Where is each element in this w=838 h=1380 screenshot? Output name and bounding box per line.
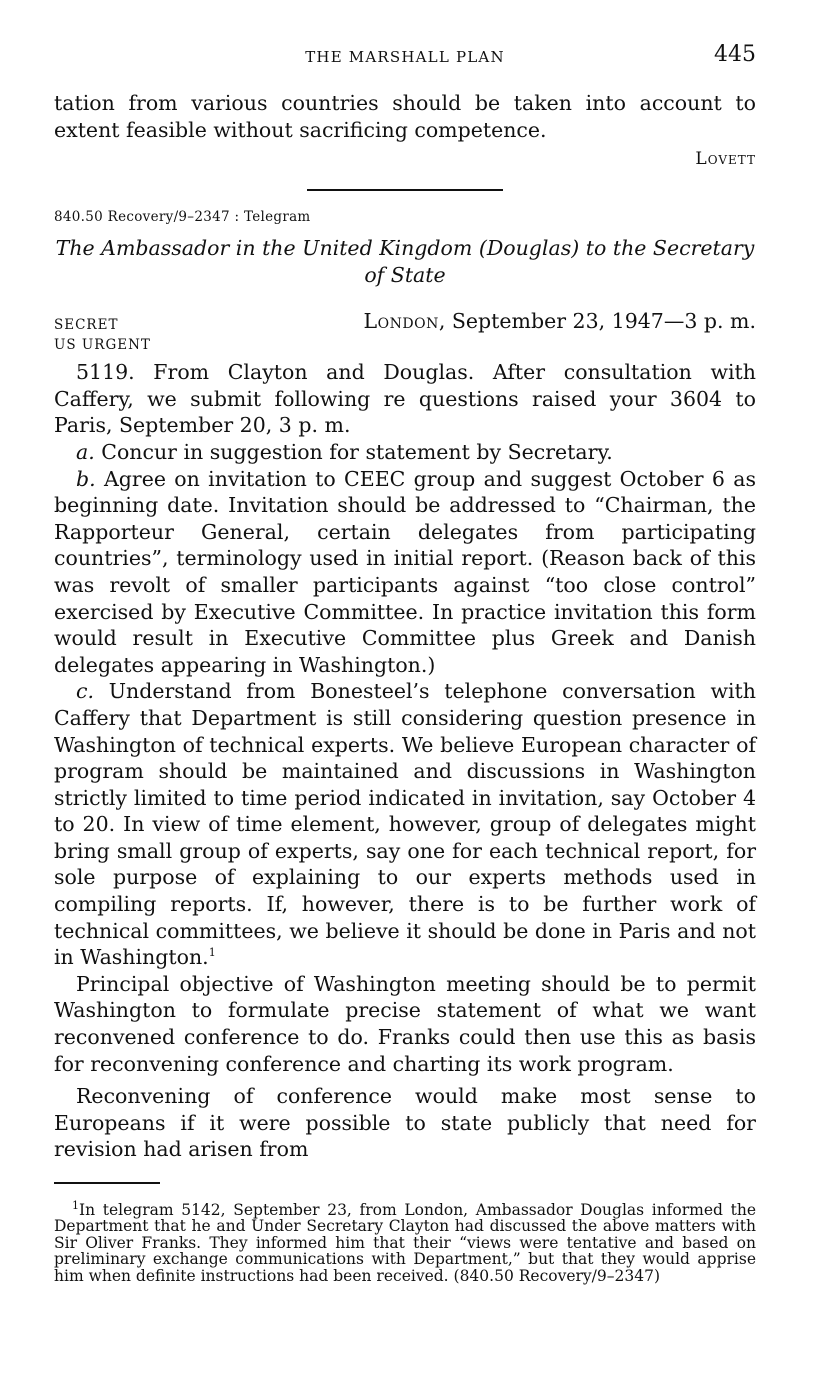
footnote-text: In telegram 5142, September 23, from London, Ambassador Douglas informed the Department that he and Under Secretary Clayton had discussed the above matters with Sir Oliver Franks. They informed him that their “views were tentative and based on preliminary exchange communications with Department,” but that they would apprise him when definite instructions had been received. (840.50 Recovery/9–2347): [54, 1201, 756, 1285]
running-head: [54, 40, 756, 74]
dateline-date: , September 23, 1947—3 p. m.: [438, 309, 756, 334]
footnote-divider: [54, 1182, 160, 1184]
continuation-paragraph: tation from various countries should be taken into account to extent feasible without sacrificing competence.: [54, 91, 756, 142]
footnote-reference[interactable]: 1: [208, 946, 216, 960]
paragraph-b: [54, 466, 756, 679]
section-divider: [307, 189, 503, 191]
page-number: 445: [714, 42, 756, 67]
paragraph-c: [54, 678, 756, 971]
telegram-header: [54, 309, 756, 337]
dateline-place: London: [363, 309, 439, 334]
paragraph-text: Principal objective of Washington meeting should be to permit Washington to formulate precise statement of what we want reconvened conference to do. Franks could then use this as basis for reconvening conference and charting its work program.: [54, 971, 756, 1076]
paragraph-reconvening: [54, 1083, 756, 1163]
footnote-mark: 1: [72, 1198, 79, 1212]
paragraph-text: Understand from Bonesteel’s telephone conversation with Caffery that Department is still considering question presence in Washington of technical experts. We believe European character of program should be maintained and discussions in Washington strictly limited to time period indicated in invitation, say October 4 to 20. In view of time element, however, group of delegates might bring small group of experts, say one for each technical report, for sole purpose of explaining to our experts methods used in compiling reports. If, however, there is to be further work of technical committees, we believe it should be done in Paris and not in Washington.: [54, 679, 756, 970]
document-title: The Ambassador in the United Kingdom (Douglas) to the Secretary of State: [55, 236, 755, 288]
dateline: [364, 309, 756, 333]
paragraph-a: [54, 439, 756, 466]
page: [54, 40, 756, 1284]
paragraph-label: c.: [76, 679, 94, 704]
paragraph-intro: [54, 359, 756, 439]
paragraph-objective: [54, 971, 756, 1077]
paragraph-text: Concur in suggestion for statement by Secretary.: [94, 439, 613, 464]
paragraph-text: 5119. From Clayton and Douglas. After consultation with Caffery, we submit following re questions raised your 3604 to Paris, September 20, 3 p. m.: [54, 360, 756, 438]
running-title: THE MARSHALL PLAN: [305, 48, 505, 66]
classification: SECRET: [54, 317, 119, 334]
precedence: US URGENT: [54, 337, 151, 354]
signature: Lovett: [695, 149, 756, 170]
footnote: [54, 1198, 756, 1285]
paragraph-label: a.: [76, 439, 95, 464]
paragraph-text: Agree on invitation to CEEC group and suggest October 6 as beginning date. Invitation should be addressed to “Chairman, the Rapporteur General, certain delegates from participating countries”, terminology used in initial report. (Reason back of this was revolt of smaller participants against “too close control” exercised by Executive Committee. In practice invitation this form would result in Executive Committee plus Greek and Danish delegates appearing in Washington.): [54, 466, 756, 677]
file-reference: 840.50 Recovery/9–2347 : Telegram: [54, 209, 311, 226]
paragraph-label: b.: [76, 466, 96, 491]
paragraph-text: Reconvening of conference would make most sense to Europeans if it were possible to state publicly that need for revision had arisen from: [54, 1084, 756, 1162]
